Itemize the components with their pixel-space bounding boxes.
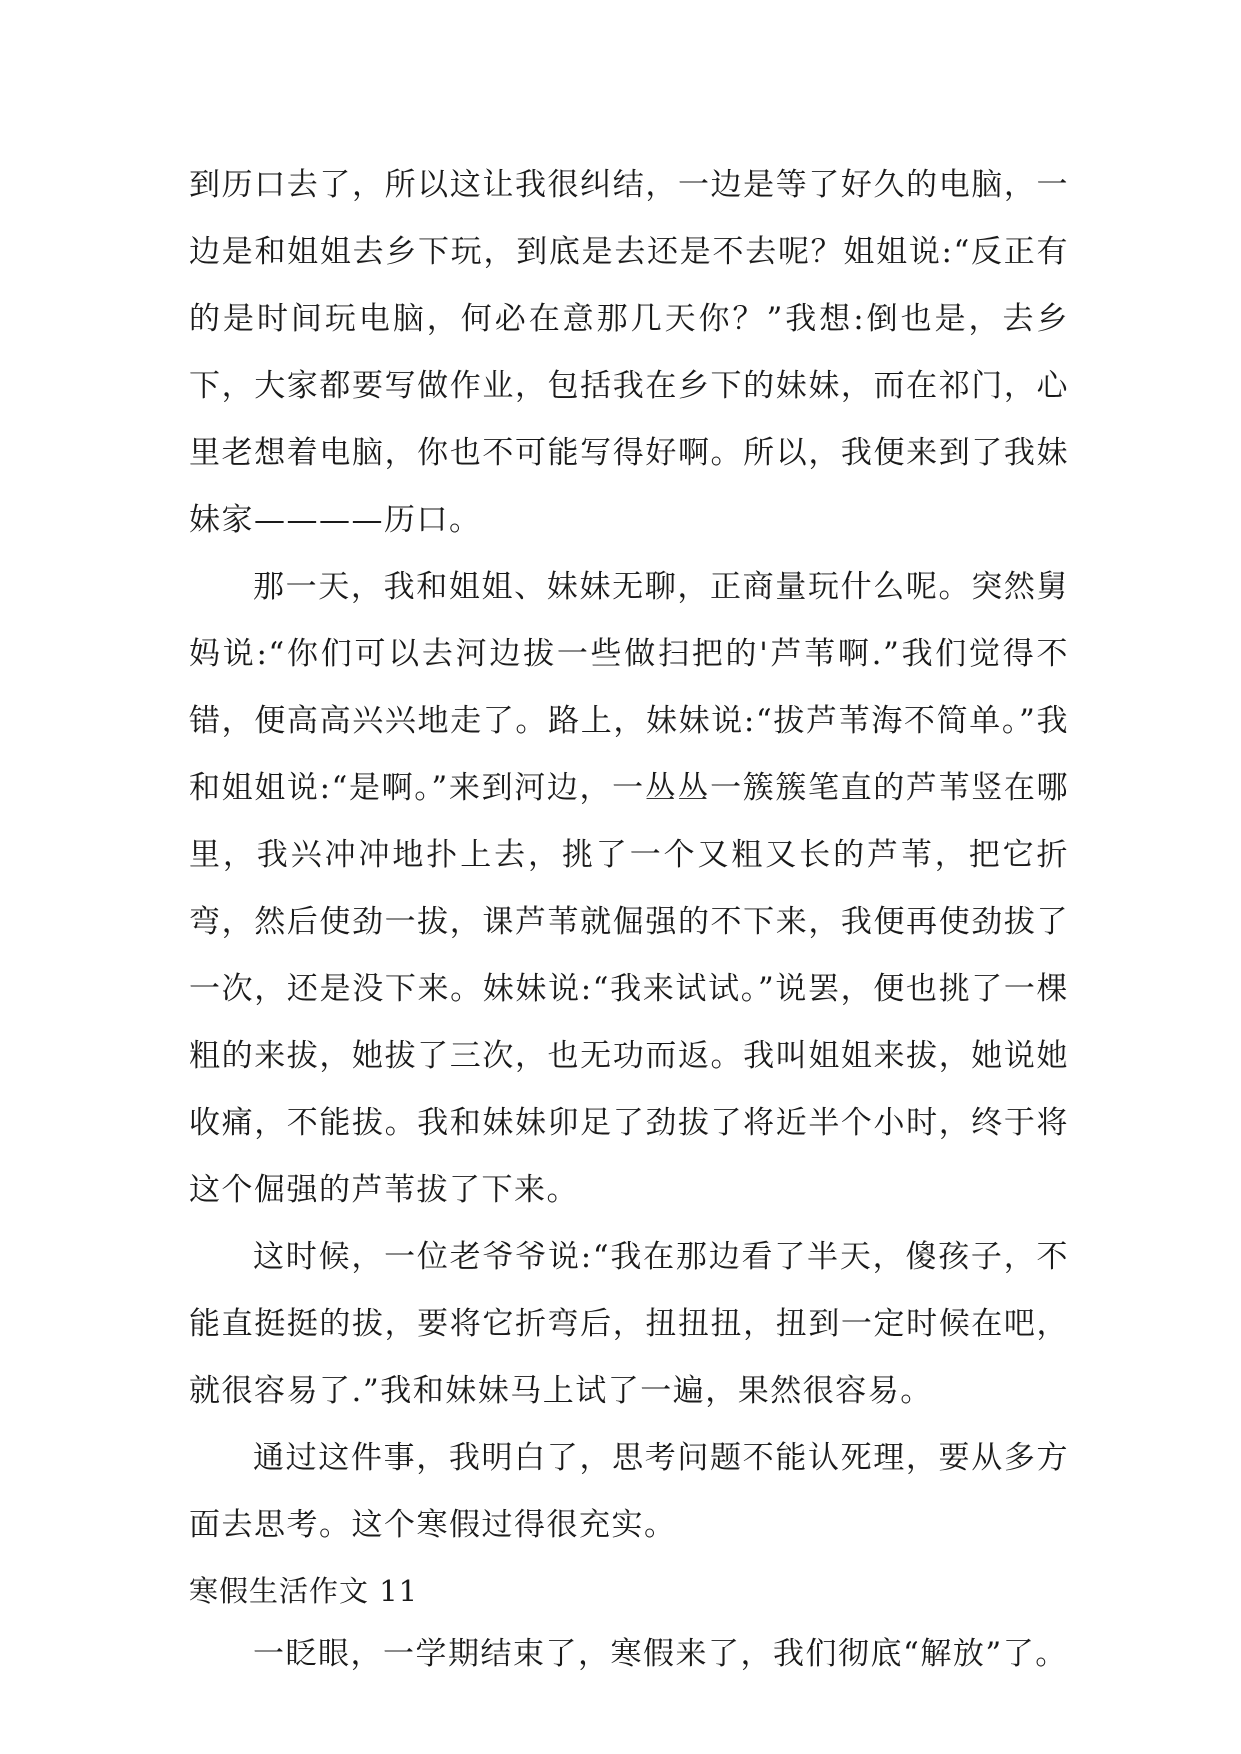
paragraph-3: 这时候，一位老爷爷说:“我在那边看了半天，傻孩子，不能直挺挺的拔，要将它折弯后，扭扭扭，扭到一定时候在吧，就很容易了.”我和妹妹马上试了一遍，果然很容易。 (189, 1239, 1069, 1409)
paragraph-5: 一眨眼，一学期结束了，寒假来了，我们彻底“解放”了。 (253, 1636, 1068, 1672)
section-heading: 寒假生活作文 11 (189, 1574, 419, 1608)
paragraph-4: 通过这件事，我明白了，思考问题不能认死理，要从多方面去思考。这个寒假过得很充实。 (189, 1440, 1069, 1543)
document-page (189, 152, 1069, 1688)
paragraph-1: 到历口去了，所以这让我很纠结，一边是等了好久的电脑，一边是和姐姐去乡下玩，到底是去还是不去呢？姐姐说:“反正有的是时间玩电脑，何必在意那几天你？”我想:倒也是，去乡下，大家都要写做作业，包括我在乡下的妹妹，而在祁门，心里老想着电脑，你也不可能写得好啊。所以，我便来到了我妹妹家————历口。 (189, 167, 1069, 538)
paragraph-2: 那一天，我和姐姐、妹妹无聊，正商量玩什么呢。突然舅妈说:“你们可以去河边拔一些做扫把的'芦苇啊.”我们觉得不错，便高高兴兴地走了。路上，妹妹说:“拔芦苇海不简单。”我和姐姐说:“是啊。”来到河边，一丛丛一簇簇笔直的芦苇竖在哪里，我兴冲冲地扑上去，挑了一个又粗又长的芦苇，把它折弯，然后使劲一拔，课芦苇就倔强的不下来，我便再使劲拔了一次，还是没下来。妹妹说:“我来试试。”说罢，便也挑了一棵粗的来拔，她拔了三次，也无功而返。我叫姐姐来拔，她说她收痛，不能拔。我和妹妹卯足了劲拔了将近半个小时，终于将这个倔强的芦苇拔了下来。 (189, 569, 1069, 1208)
